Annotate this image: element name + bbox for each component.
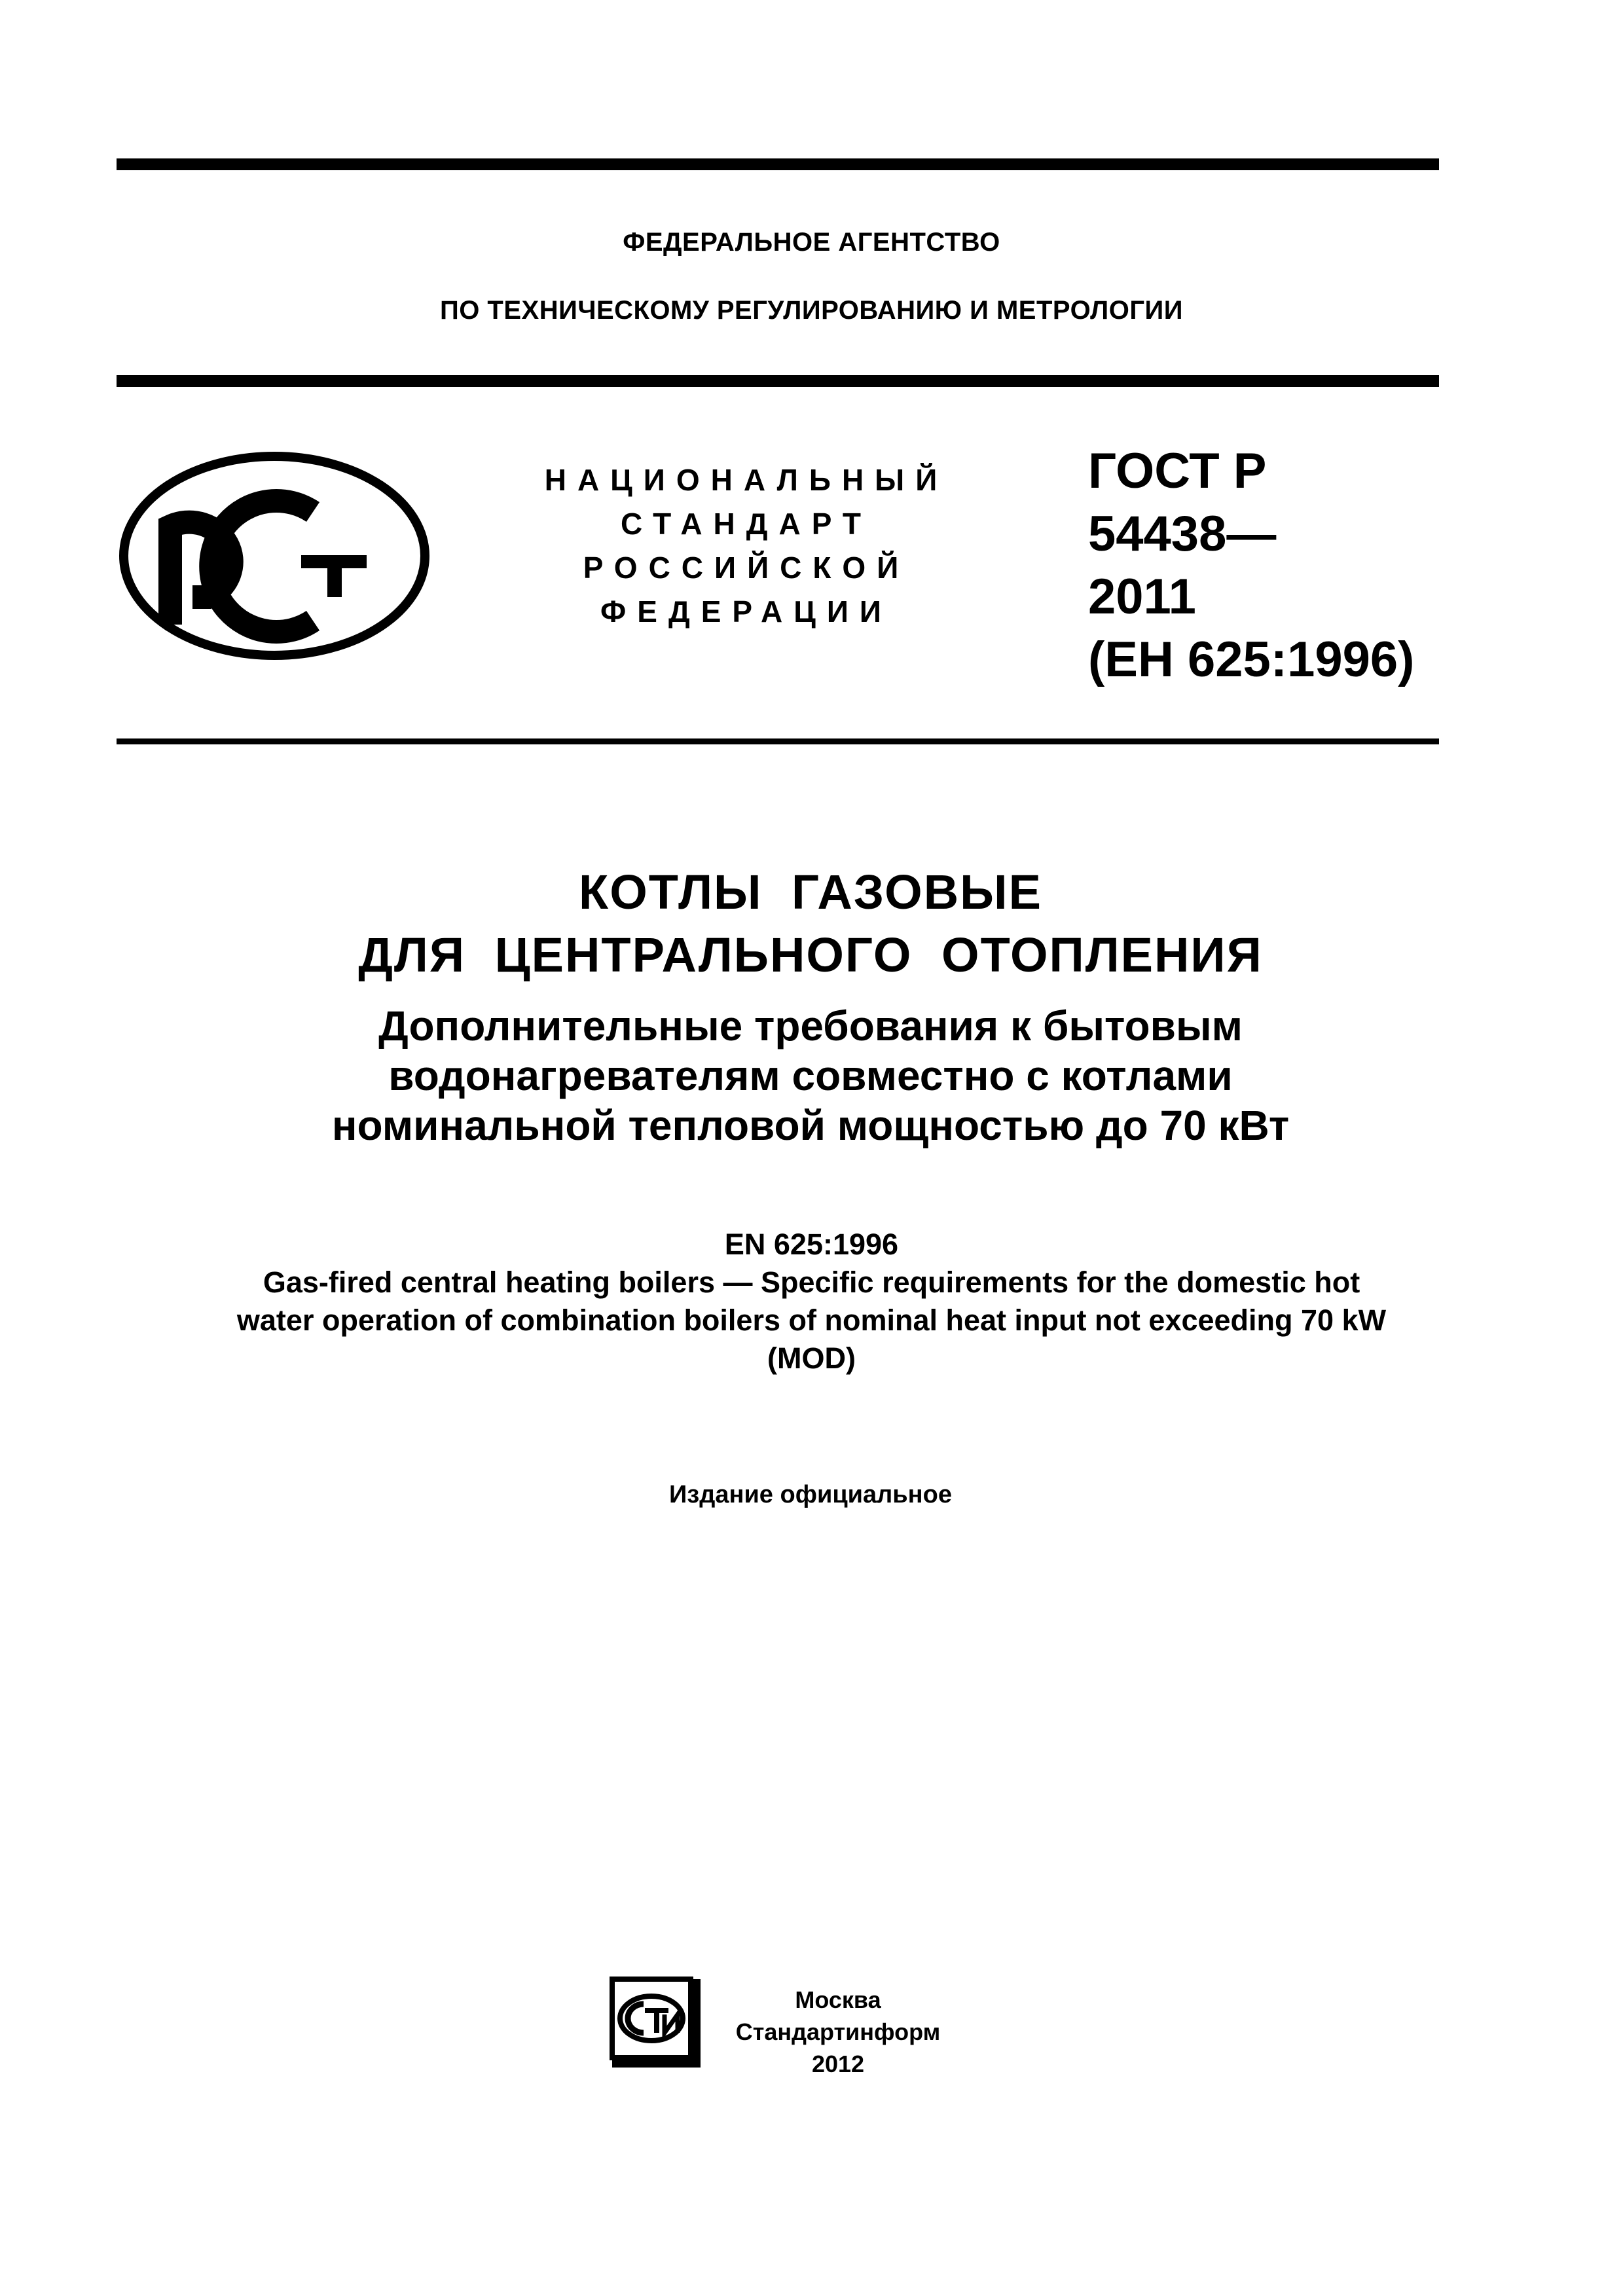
- edition-label: Издание официальное: [669, 1481, 952, 1508]
- publisher-name: Стандартинформ: [735, 2018, 941, 2045]
- title-line-1: КОТЛЫ ГАЗОВЫЕ: [579, 865, 1042, 919]
- top-rule: [117, 158, 1439, 170]
- rst-certification-mark-icon: [117, 449, 432, 663]
- en-title-line-3: (MOD): [767, 1341, 856, 1375]
- agency-name-line-2: ПО ТЕХНИЧЕСКОМУ РЕГУЛИРОВАНИЮ И МЕТРОЛОГИИ: [439, 296, 1184, 325]
- document-title: [117, 861, 1504, 1150]
- publisher-city: Москва: [795, 1986, 881, 2013]
- designation-line-4: (ЕН 625:1996): [1088, 632, 1415, 687]
- designation-line-3: 2011: [1088, 569, 1196, 625]
- standard-designation: [1088, 440, 1429, 691]
- national-standard-line-4: ФЕДЕРАЦИИ: [600, 594, 892, 629]
- standard-block-bottom-rule: [117, 738, 1439, 744]
- national-standard-label: [517, 458, 976, 634]
- subtitle-line-2: водонагревателям совместно с котлами: [388, 1052, 1233, 1099]
- title-line-2: ДЛЯ ЦЕНТРАЛЬНОГО ОТОПЛЕНИЯ: [358, 928, 1263, 982]
- standartinform-logo-icon: [606, 1973, 701, 2068]
- publisher-info: [720, 1984, 956, 2080]
- en-code: EN 625:1996: [724, 1228, 899, 1261]
- subtitle-line-3: номинальной тепловой мощностью до 70 кВт: [331, 1102, 1290, 1149]
- en-title-line-1: Gas-fired central heating boilers — Specific requirements for the domestic hot: [263, 1266, 1360, 1299]
- subtitle-line-1: Дополнительные требования к бытовым: [378, 1002, 1243, 1049]
- header-bottom-rule: [117, 375, 1439, 387]
- agency-name-line-1: ФЕДЕРАЛЬНОЕ АГЕНТСТВО: [623, 228, 1000, 257]
- publication-year: 2012: [811, 2050, 865, 2077]
- designation-line-2: 54438—: [1088, 506, 1277, 562]
- designation-line-1: ГОСТ Р: [1088, 443, 1267, 499]
- national-standard-line-3: РОССИЙСКОЙ: [583, 551, 910, 585]
- en-reference: [65, 1226, 1558, 1377]
- national-standard-line-1: НАЦИОНАЛЬНЫЙ: [544, 463, 949, 497]
- national-standard-line-2: СТАНДАРТ: [621, 507, 872, 541]
- en-title-line-2: water operation of combination boilers of nominal heat input not exceeding 70 kW: [236, 1303, 1387, 1337]
